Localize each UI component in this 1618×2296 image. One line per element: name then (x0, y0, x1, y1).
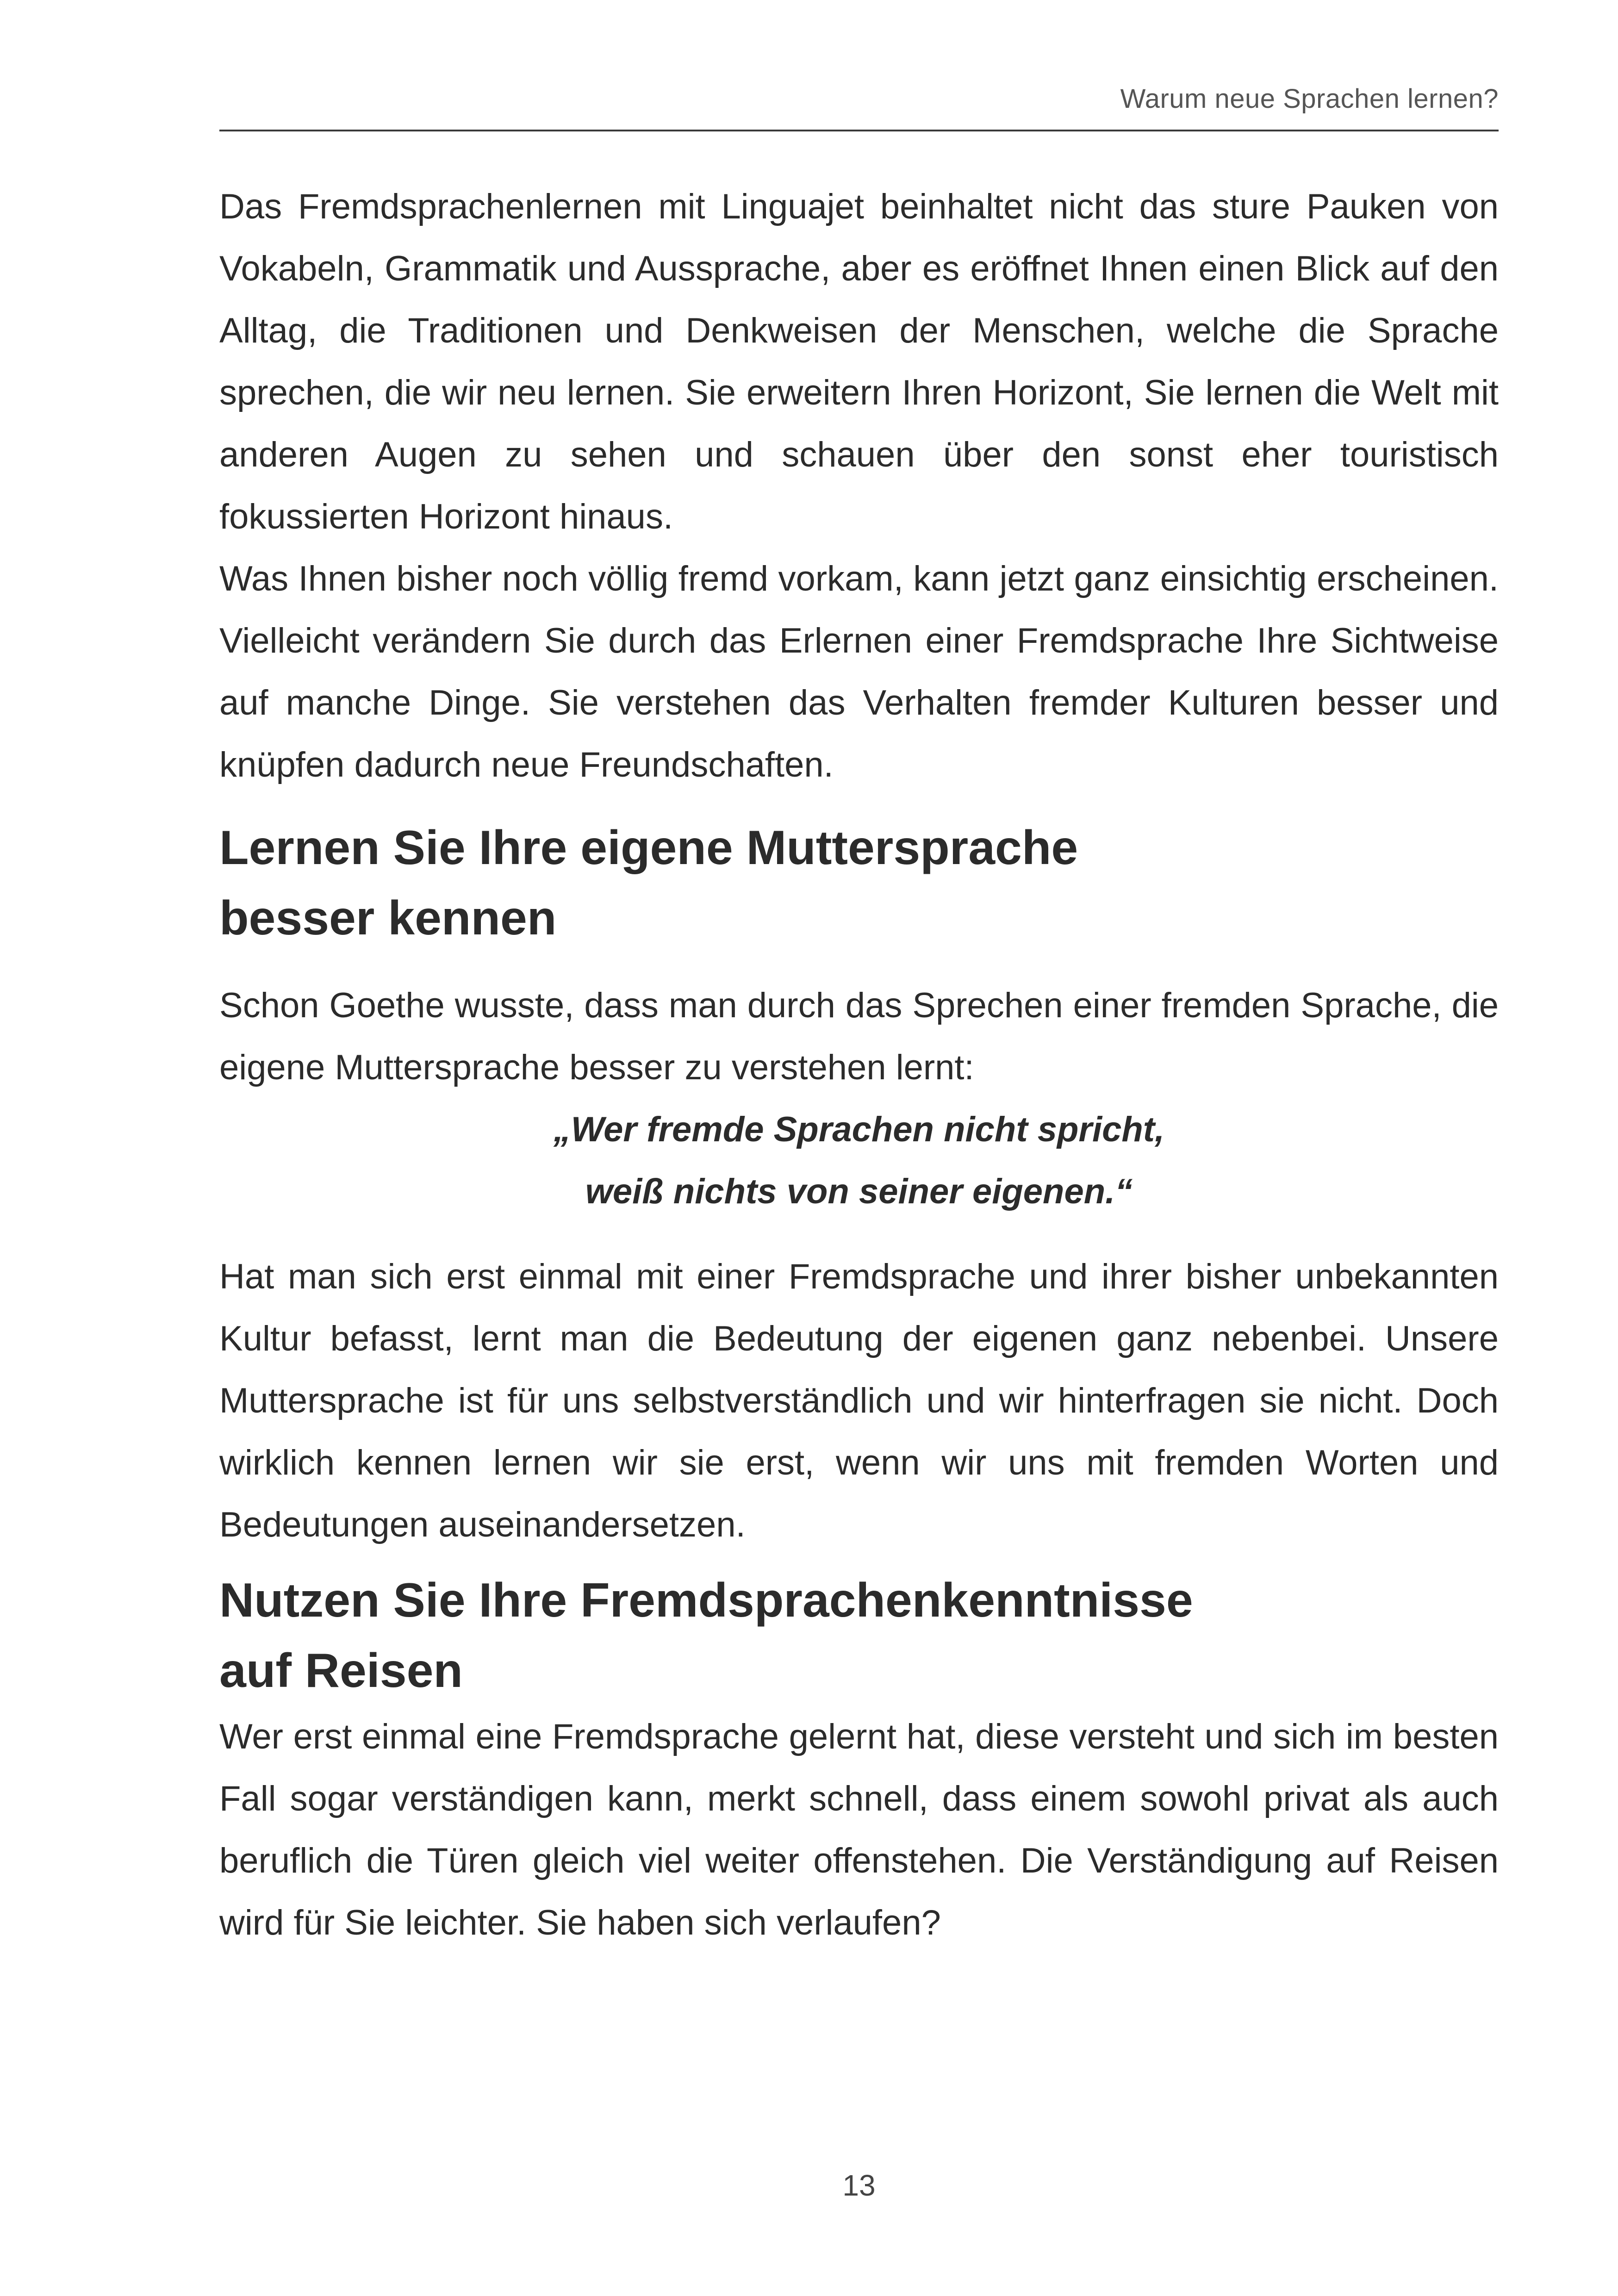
body-paragraph-3: Schon Goethe wusste, dass man durch das Sprechen einer fremden Sprache, die eigene Muttersprache besser zu verstehen lernt: (219, 986, 1499, 1087)
goethe-quote (219, 1099, 1499, 1223)
body-paragraph-4: Hat man sich erst einmal mit einer Fremdsprache und ihrer bisher unbekannten Kultur befasst, lernt man die Bedeutung der eigenen ganz nebenbei. Unsere Muttersprache ist für uns selbstverständlich und wir hinterfragen sie nicht. Doch wirklich kennen lernen wir sie erst, wenn wir uns mit fremden Worten und Bedeutungen auseinandersetzen. (219, 1257, 1499, 1544)
quote-line: „Wer fremde Sprachen nicht spricht, (553, 1110, 1165, 1149)
heading-line: besser kennen (219, 891, 557, 945)
heading-line: Nutzen Sie Ihre Fremdsprachenkenntnisse (219, 1574, 1193, 1627)
quote-line: weiß nichts von seiner eigenen.“ (585, 1172, 1133, 1211)
heading-line: auf Reisen (219, 1644, 463, 1698)
section-heading-travel (219, 1565, 1499, 1706)
section-heading-mother-tongue (219, 813, 1499, 953)
heading-line: Lernen Sie Ihre eigene Muttersprache (219, 821, 1078, 875)
page-number: 13 (842, 2169, 876, 2202)
body-paragraph-2: Was Ihnen bisher noch völlig fremd vorkam, kann jetzt ganz einsichtig erscheinen. Vielleicht verändern Sie durch das Erlernen einer Fremdsprache Ihre Sichtweise auf manche Dinge. Sie verstehen das Verhalten fremder Kulturen besser und knüpfen dadurch neue Freundschaften. (219, 559, 1499, 784)
body-paragraph-1: Das Fremdsprachenlernen mit Linguajet beinhaltet nicht das sture Pauken von Vokabeln, Grammatik und Aussprache, aber es eröffnet Ihnen einen Blick auf den Alltag, die Traditionen und Denkweisen der Menschen, welche die Sprache sprechen, die wir neu lernen. Sie erweitern Ihren Horizont, Sie lernen die Welt mit anderen Augen zu sehen und schauen über den sonst eher touristisch fokussierten Horizont hinaus. (219, 187, 1499, 536)
running-header: Warum neue Sprachen lernen? (1120, 84, 1499, 114)
header-rule (219, 130, 1499, 131)
page-content (219, 176, 1499, 1954)
body-paragraph-5: Wer erst einmal eine Fremdsprache gelernt hat, diese versteht und sich im besten Fall sogar verständigen kann, merkt schnell, dass einem sowohl privat als auch beruflich die Türen gleich viel weiter offenstehen. Die Verständigung auf Reisen wird für Sie leichter. Sie haben sich verlaufen? (219, 1717, 1499, 1942)
